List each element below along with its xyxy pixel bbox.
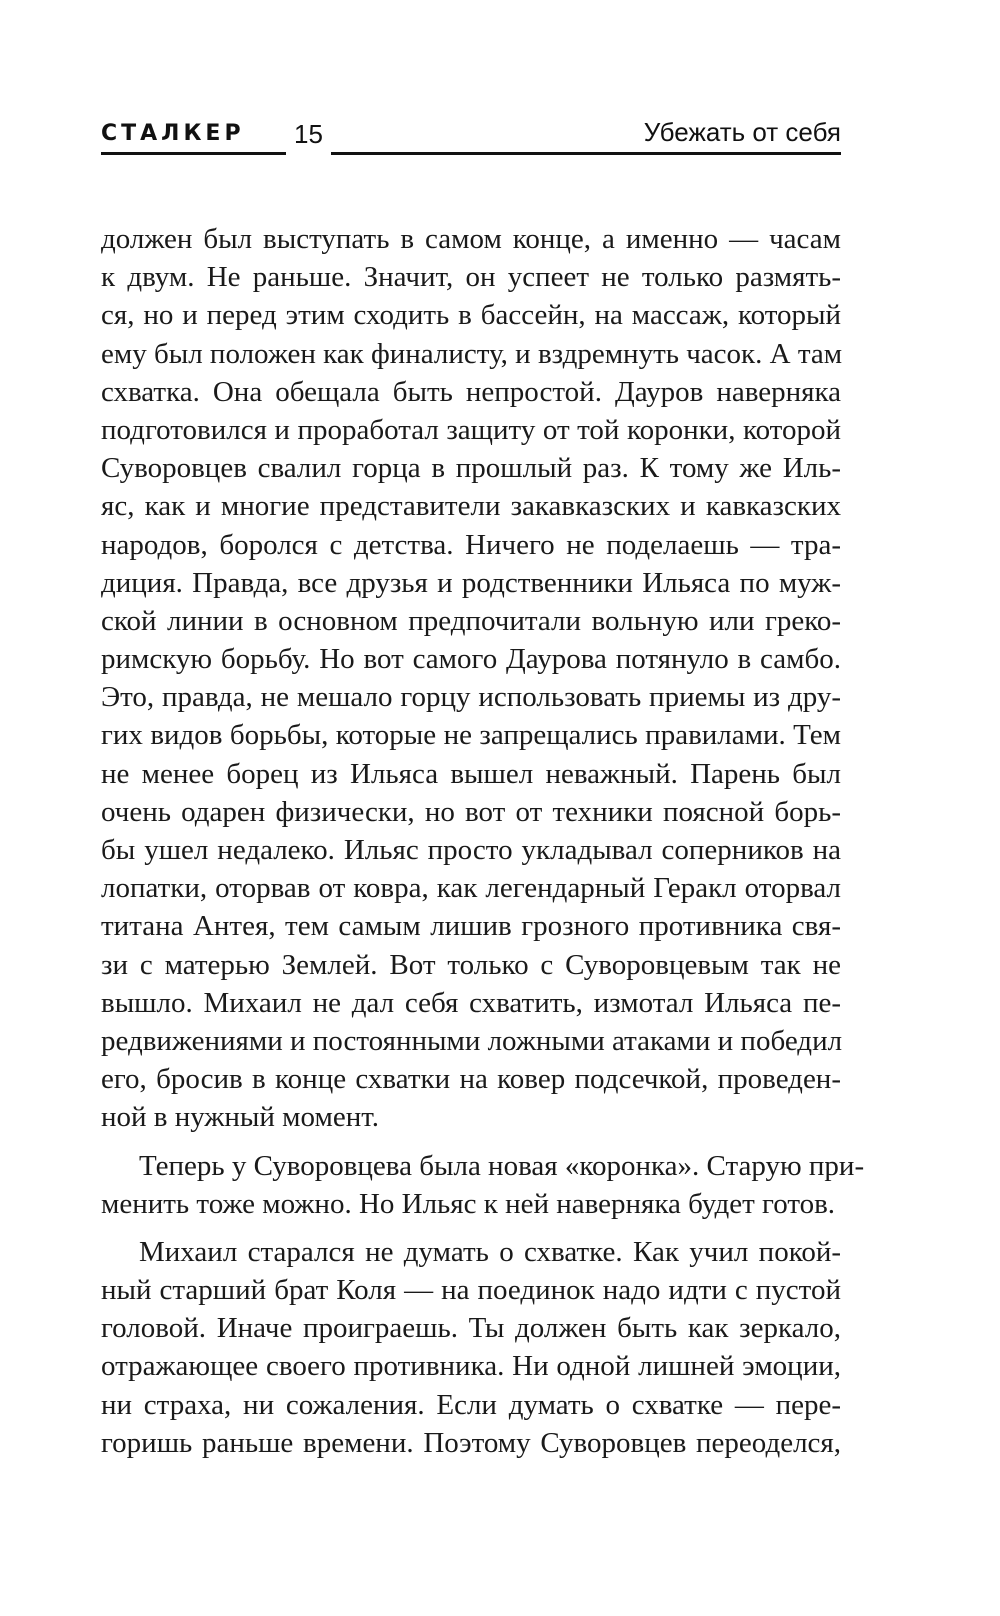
text-line: Теперь у Суворовцева была новая «коронка». Старую при-	[139, 1149, 865, 1182]
text-line: ся, но и перед этим сходить в бассейн, на массаж, который	[101, 299, 841, 332]
text-line: ной в нужный момент.	[101, 1101, 379, 1134]
text-line: редвижениями и постоянными ложными атаками и победил	[101, 1024, 843, 1057]
header-rule-left	[101, 152, 286, 155]
text-line: отражающее своего противника. Ни одной лишней эмоции,	[101, 1350, 841, 1383]
text-line: схватка. Она обещала быть непростой. Дауров наверняка	[101, 375, 841, 408]
text-line: менить тоже можно. Но Ильяс к ней наверняка будет готов.	[101, 1187, 836, 1220]
series-title: СТАЛКЕР	[101, 121, 245, 146]
text-line: горишь раньше времени. Поэтому Суворовцев переоделся,	[101, 1426, 841, 1459]
text-line: его, бросив в конце схватки на ковер подсечкой, проведен-	[101, 1063, 841, 1096]
text-line: к двум. Не раньше. Значит, он успеет не только размять-	[101, 261, 841, 294]
text-line: не менее борец из Ильяса вышел неважный. Парень был	[101, 757, 841, 790]
paragraph	[101, 1147, 865, 1223]
text-line: зи с матерью Землей. Вот только с Суворовцевым так не	[101, 948, 841, 981]
paragraph-gap	[101, 1223, 841, 1233]
text-line: вышло. Михаил не дал себя схватить, измотал Ильяса пе-	[101, 986, 841, 1019]
text-line: Михаил старался не думать о схватке. Как учил покой-	[139, 1235, 841, 1268]
paragraph	[101, 1233, 841, 1462]
page-number: 15	[294, 119, 323, 149]
text-line: гих видов борьбы, которые не запрещались правилами. Тем	[101, 719, 841, 752]
paragraph	[101, 220, 841, 1137]
book-title: Убежать от себя	[643, 117, 841, 147]
text-line: ный старший брат Коля — на поединок надо идти с пустой	[101, 1274, 841, 1307]
text-line: яс, как и многие представители закавказских и кавказских	[101, 490, 841, 523]
running-header	[101, 117, 841, 163]
text-line: диция. Правда, все друзья и родственники Ильяса по муж-	[101, 566, 841, 599]
paragraph-gap	[101, 1137, 841, 1147]
text-line: римскую борьбу. Но вот самого Даурова потянуло в самбо.	[101, 643, 841, 676]
body-text	[101, 220, 865, 1462]
text-line: ему был положен как финалисту, и вздремнуть часок. А там	[101, 337, 843, 370]
text-line: Это, правда, не мешало горцу использовать приемы из дру-	[101, 681, 841, 714]
text-line: ской линии в основном предпочитали вольную или греко-	[101, 604, 841, 637]
text-line: бы ушел недалеко. Ильяс просто укладывал соперников на	[101, 834, 841, 866]
text-line: титана Антея, тем самым лишив грозного противника свя-	[101, 910, 841, 943]
text-line: должен был выступать в самом конце, а именно — часам	[101, 223, 841, 255]
text-line: Суворовцев свалил горца в прошлый раз. К тому же Иль-	[101, 452, 841, 485]
text-line: народов, боролся с детства. Ничего не поделаешь — тра-	[101, 528, 841, 561]
text-line: головой. Иначе проиграешь. Ты должен быть как зеркало,	[101, 1312, 841, 1345]
text-line: лопатки, оторвав от ковра, как легендарный Геракл оторвал	[101, 872, 841, 905]
text-line: очень одарен физически, но вот от техники поясной борь-	[101, 795, 841, 828]
text-line: подготовился и проработал защиту от той коронки, которой	[101, 413, 841, 446]
text-line: ни страха, ни сожаления. Если думать о схватке — пере-	[101, 1388, 841, 1421]
header-rule-right	[331, 152, 841, 155]
